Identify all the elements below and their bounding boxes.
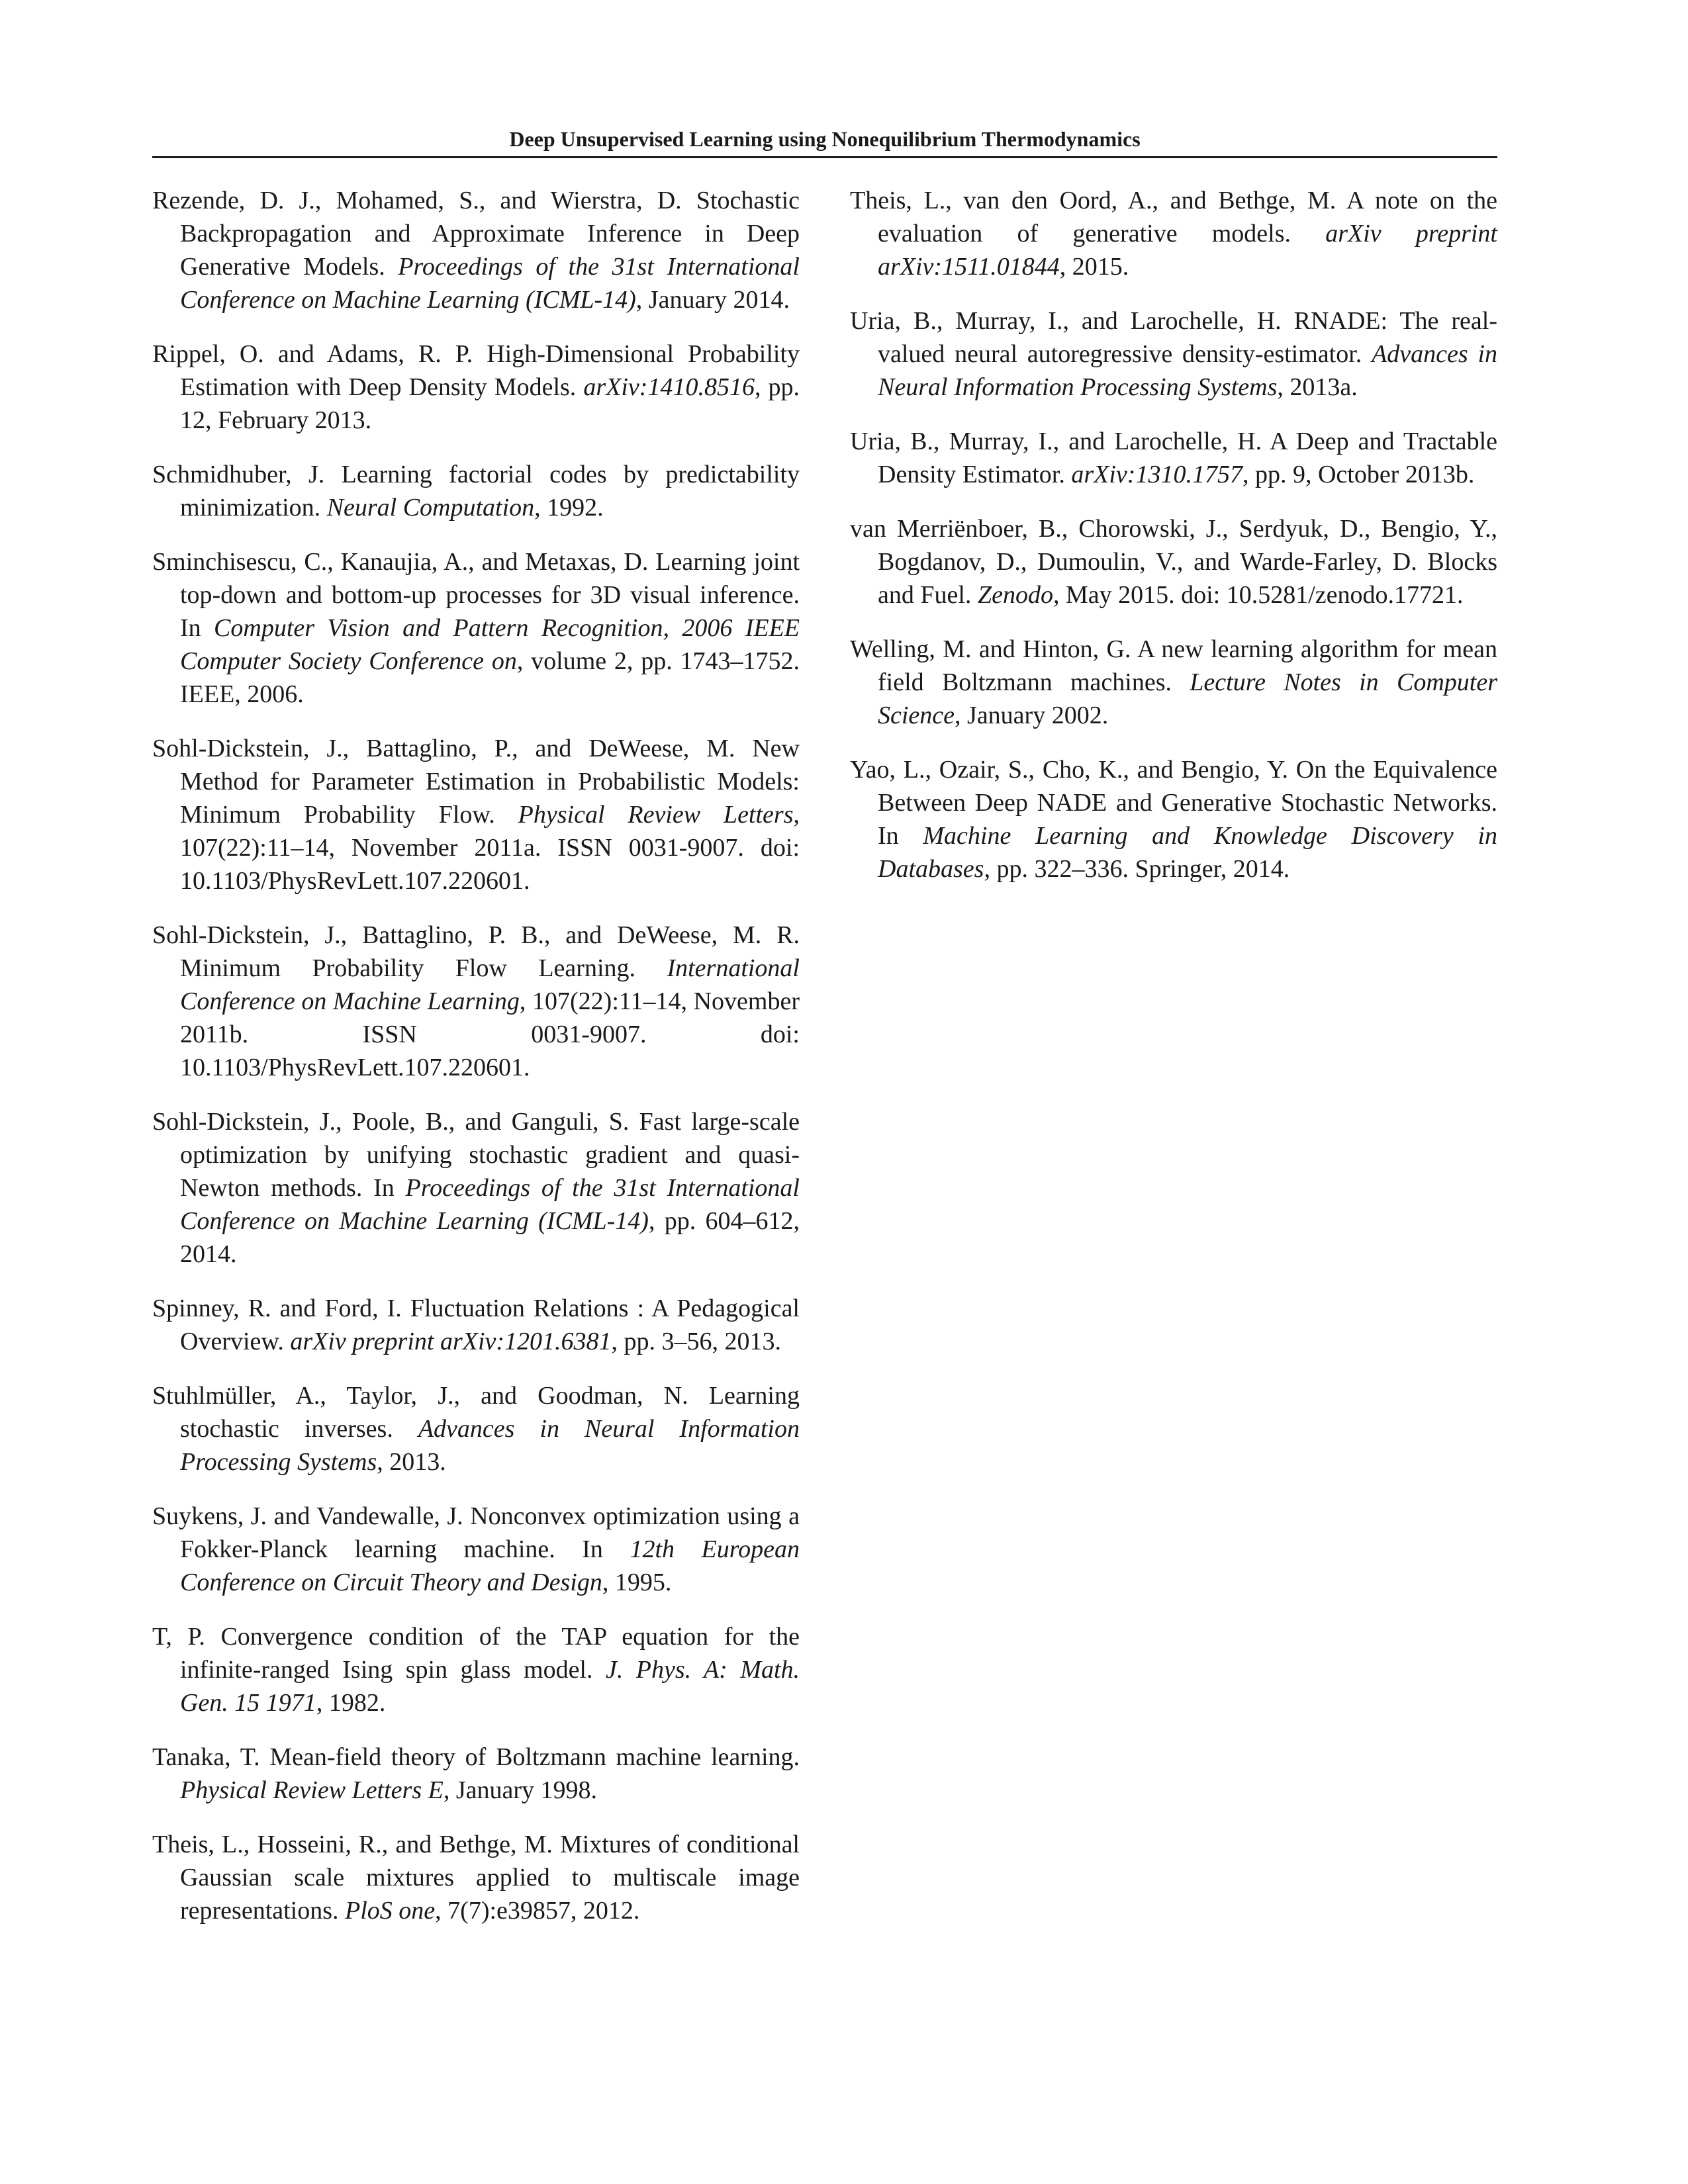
reference-details: , 2013. bbox=[377, 1448, 446, 1476]
reference-details: , pp. 12, February 2013. bbox=[180, 373, 800, 434]
reference-text: Uria, B., Murray, I., and Larochelle, H. A Deep and Tractable Density Estimator. bbox=[850, 428, 1497, 488]
reference-entry bbox=[152, 1379, 800, 1479]
reference-venue: Advances in Neural Information Processing Systems bbox=[878, 340, 1497, 401]
reference-entry bbox=[152, 184, 800, 316]
reference-entry bbox=[850, 512, 1497, 612]
reference-entry bbox=[850, 753, 1497, 886]
reference-text: Suykens, J. and Vandewalle, J. Nonconvex optimization using a Fokker-Planck learning machine. In bbox=[152, 1502, 800, 1563]
reference-details: , volume 2, pp. 1743–1752. IEEE, 2006. bbox=[180, 647, 800, 708]
reference-details: , January 2002. bbox=[955, 702, 1109, 729]
reference-entry bbox=[152, 1292, 800, 1358]
reference-details: , 1982. bbox=[316, 1689, 386, 1717]
reference-text: Spinney, R. and Ford, I. Fluctuation Relations : A Pedagogical Overview. bbox=[152, 1295, 800, 1355]
reference-details: , May 2015. doi: 10.5281/zenodo.17721. bbox=[1053, 581, 1464, 609]
reference-text: Tanaka, T. Mean-field theory of Boltzmann machine learning. bbox=[152, 1743, 800, 1771]
reference-details: , pp. 604–612, 2014. bbox=[180, 1207, 800, 1268]
reference-entry bbox=[152, 338, 800, 437]
reference-venue: Physical Review Letters bbox=[518, 801, 794, 829]
reference-entry bbox=[152, 1620, 800, 1719]
reference-details: , 2015. bbox=[1059, 253, 1129, 281]
reference-venue: arXiv:1410.8516 bbox=[583, 373, 755, 401]
reference-entry bbox=[152, 545, 800, 711]
reference-entry bbox=[850, 633, 1497, 732]
reference-details: , January 1998. bbox=[443, 1776, 598, 1804]
reference-entry bbox=[850, 184, 1497, 283]
reference-text: Schmidhuber, J. Learning factorial codes by predictability minimization. bbox=[152, 461, 800, 522]
reference-venue: Zenodo bbox=[977, 581, 1053, 609]
reference-text: Rippel, O. and Adams, R. P. High-Dimensional Probability Estimation with Deep Density Models. bbox=[152, 340, 800, 401]
reference-venue: arXiv preprint arXiv:1511.01844 bbox=[878, 220, 1497, 281]
reference-entry bbox=[152, 1500, 800, 1599]
reference-venue: PloS one bbox=[345, 1897, 436, 1925]
reference-details: , pp. 9, October 2013b. bbox=[1242, 461, 1475, 488]
reference-entry bbox=[152, 458, 800, 524]
reference-details: , 7(7):e39857, 2012. bbox=[435, 1897, 640, 1925]
reference-venue: Computer Vision and Pattern Recognition, 2006 IEEE Computer Society Conference on bbox=[180, 614, 800, 675]
reference-venue: Machine Learning and Knowledge Discovery in Databases bbox=[878, 822, 1498, 883]
references-left-column bbox=[152, 184, 800, 1948]
reference-details: , 107(22):11–14, November 2011b. ISSN 0031-9007. doi: 10.1103/PhysRevLett.107.220601. bbox=[180, 987, 800, 1081]
reference-venue: arXiv preprint arXiv:1201.6381 bbox=[290, 1328, 612, 1355]
reference-venue: Neural Computation bbox=[326, 494, 535, 522]
reference-text: Sohl-Dickstein, J., Battaglino, P., and DeWeese, M. New Method for Parameter Estimation in Probabilistic Models: Minimum Probability Flow. bbox=[152, 735, 800, 829]
reference-entry bbox=[152, 1741, 800, 1807]
reference-text: Sohl-Dickstein, J., Poole, B., and Ganguli, S. Fast large-scale optimization by unifying stochastic gradient and quasi-Newton methods. In bbox=[152, 1108, 800, 1202]
reference-text: Stuhlmüller, A., Taylor, J., and Goodman, N. Learning stochastic inverses. bbox=[152, 1382, 800, 1443]
reference-venue: Physical Review Letters E bbox=[180, 1776, 444, 1804]
reference-details: , 107(22):11–14, November 2011a. ISSN 0031-9007. doi: 10.1103/PhysRevLett.107.220601. bbox=[180, 801, 800, 895]
reference-details: , 1995. bbox=[602, 1569, 672, 1596]
reference-text: Uria, B., Murray, I., and Larochelle, H. RNADE: The real-valued neural autoregressive density-estimator. bbox=[850, 307, 1497, 368]
reference-entry bbox=[850, 425, 1497, 491]
reference-text: Sminchisescu, C., Kanaujia, A., and Metaxas, D. Learning joint top-down and bottom-up processes for 3D visual inference. In bbox=[152, 548, 800, 642]
reference-text: van Merriënboer, B., Chorowski, J., Serdyuk, D., Bengio, Y., Bogdanov, D., Dumoulin, V., and Warde-Farley, D. Blocks and Fuel. bbox=[850, 515, 1497, 609]
reference-venue: Advances in Neural Information Processing Systems bbox=[180, 1415, 800, 1476]
reference-venue: International Conference on Machine Learning bbox=[180, 954, 800, 1015]
reference-text: Welling, M. and Hinton, G. A new learning algorithm for mean field Boltzmann machines. bbox=[850, 635, 1497, 696]
header-rule bbox=[152, 156, 1497, 158]
reference-entry bbox=[152, 732, 800, 897]
reference-text: Theis, L., Hosseini, R., and Bethge, M. Mixtures of conditional Gaussian scale mixtures applied to multiscale image representations. bbox=[152, 1831, 800, 1925]
reference-venue: J. Phys. A: Math. Gen. 15 1971 bbox=[180, 1656, 800, 1717]
reference-venue: Proceedings of the 31st International Conference on Machine Learning (ICML-14) bbox=[180, 1174, 800, 1235]
reference-text: Yao, L., Ozair, S., Cho, K., and Bengio, Y. On the Equivalence Between Deep NADE and Generative Stochastic Networks. In bbox=[850, 756, 1497, 850]
reference-venue: Lecture Notes in Computer Science bbox=[878, 668, 1497, 729]
reference-entry bbox=[152, 919, 800, 1084]
reference-text: Theis, L., van den Oord, A., and Bethge, M. A note on the evaluation of generative models. bbox=[850, 187, 1497, 248]
running-head: Deep Unsupervised Learning using Nonequilibrium Thermodynamics bbox=[509, 127, 1141, 151]
reference-entry bbox=[152, 1828, 800, 1927]
reference-entry bbox=[152, 1105, 800, 1271]
references-right-column bbox=[850, 184, 1497, 907]
reference-venue: Proceedings of the 31st International Conference on Machine Learning (ICML-14) bbox=[180, 253, 800, 314]
reference-venue: arXiv:1310.1757 bbox=[1071, 461, 1243, 488]
reference-text: Rezende, D. J., Mohamed, S., and Wierstra, D. Stochastic Backpropagation and Approximate Inference in Deep Generative Models. bbox=[152, 187, 800, 281]
reference-venue: 12th European Conference on Circuit Theory and Design bbox=[180, 1535, 800, 1596]
reference-entry bbox=[850, 304, 1497, 404]
reference-details: , January 2014. bbox=[635, 286, 790, 314]
reference-text: T, P. Convergence condition of the TAP equation for the infinite-ranged Ising spin glass model. bbox=[152, 1623, 800, 1684]
reference-text: Sohl-Dickstein, J., Battaglino, P. B., and DeWeese, M. R. Minimum Probability Flow Learning. bbox=[152, 921, 800, 982]
reference-details: , pp. 3–56, 2013. bbox=[611, 1328, 782, 1355]
reference-details: , 1992. bbox=[534, 494, 604, 522]
reference-details: , pp. 322–336. Springer, 2014. bbox=[984, 855, 1290, 883]
reference-details: , 2013a. bbox=[1277, 373, 1358, 401]
